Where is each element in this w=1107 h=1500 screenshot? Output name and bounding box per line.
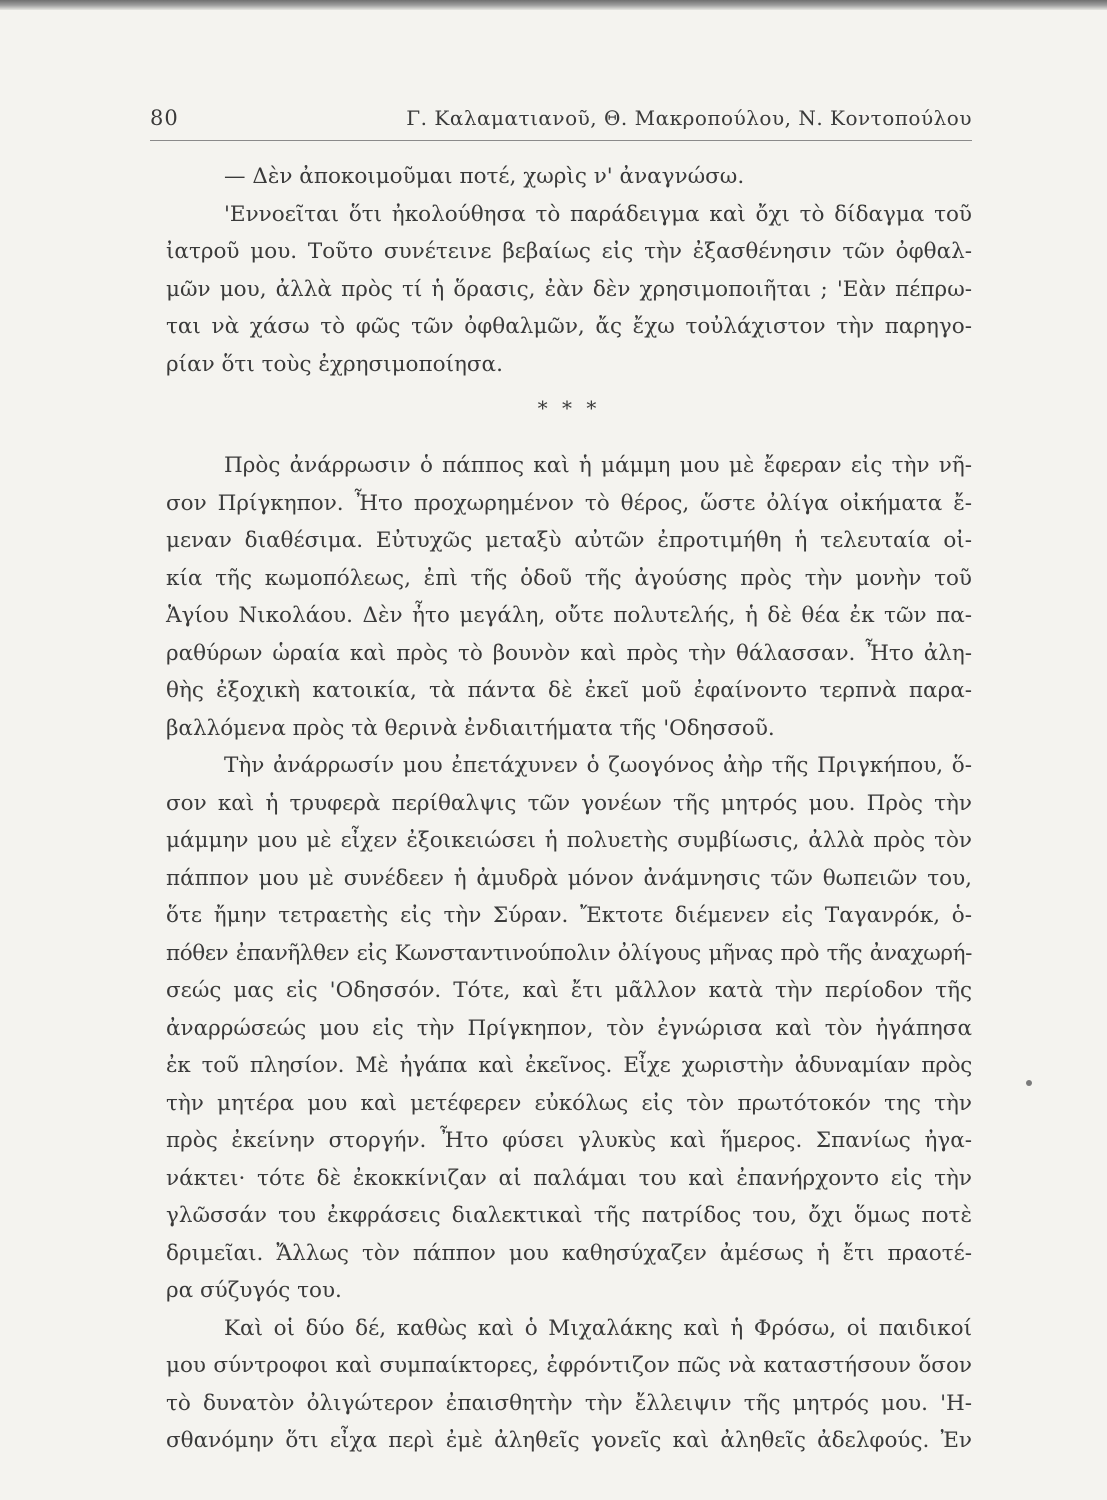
text-line: Τὴν ἀνάρρωσίν μου ἐπετάχυνεν ὁ ζωογόνος ἀὴρ τῆς Πριγκήπου, ὅ- bbox=[224, 753, 972, 778]
text-line: ται νὰ χάσω τὸ φῶς τῶν ὀφθαλμῶν, ἄς ἔχω τοὐλάχιστον τὴν παρηγο- bbox=[166, 314, 972, 339]
running-head: Γ. Καλαματιανοῦ, Θ. Μακροπούλου, Ν. Κοντοπούλου bbox=[406, 106, 972, 130]
text-line: βαλλόμενα πρὸς τὰ θερινὰ ἐνδιαιτήματα τῆς 'Οδησσοῦ. bbox=[166, 715, 775, 741]
text-line: 'Εννοεῖται ὅτι ἠκολούθησα τὸ παράδειγμα καὶ ὄχι τὸ δίδαγμα τοῦ bbox=[224, 201, 972, 227]
text-line: σεώς μας εἰς 'Οδησσόν. Τότε, καὶ ἔτι μᾶλλον κατὰ τὴν περίοδον τῆς bbox=[166, 978, 972, 1003]
paragraph bbox=[166, 1310, 972, 1460]
text-line: νάκτει· τότε δὲ ἐκοκκίνιζαν αἱ παλάμαι του καὶ ἐπανήρχοντο εἰς τὴν bbox=[166, 1165, 972, 1191]
text-line: Ἁγίου Νικολάου. Δὲν ἦτο μεγάλη, οὔτε πολυτελής, ἡ δὲ θέα ἐκ τῶν πα- bbox=[166, 603, 972, 628]
text-line: μάμμην μου μὲ εἶχεν ἐξοικειώσει ἡ πολυετὴς συμβίωσις, ἀλλὰ πρὸς τὸν bbox=[166, 828, 972, 853]
text-line: δριμεῖαι. Ἄλλως τὸν πάππον μου καθησύχαζεν ἀμέσως ἡ ἔτι πραοτέ- bbox=[166, 1240, 972, 1266]
scan-speck bbox=[1026, 1080, 1032, 1086]
text-line: μου σύντροφοι καὶ συμπαίκτορες, ἐφρόντιζον πῶς νὰ καταστήσουν ὅσον bbox=[166, 1353, 972, 1378]
text-line: ἐκ τοῦ πλησίον. Μὲ ἠγάπα καὶ ἐκεῖνος. Εἶχε χωριστὴν ἀδυναμίαν πρὸς bbox=[166, 1053, 972, 1078]
section-gap bbox=[166, 433, 972, 447]
page-number: 80 bbox=[150, 106, 179, 130]
text-line: ἀναρρώσεώς μου εἰς τὴν Πρίγκηπον, τὸν ἐγνώρισα καὶ τὸν ἠγάπησα bbox=[166, 1015, 972, 1041]
paragraph bbox=[166, 158, 972, 383]
text-line: Πρὸς ἀνάρρωσιν ὁ πάππος καὶ ἡ μάμμη μου μὲ ἔφεραν εἰς τὴν νῆ- bbox=[224, 453, 972, 478]
scan-top-edge bbox=[0, 0, 1107, 10]
text-line: πάππον μου μὲ συνέδεεν ἡ ἀμυδρὰ μόνον ἀνάμνησις τῶν θωπειῶν του, bbox=[166, 865, 972, 891]
text-line: ραθύρων ὡραία καὶ πρὸς τὸ βουνὸν καὶ πρὸς τὴν θάλασσαν. Ἦτο ἀλη- bbox=[166, 640, 972, 666]
text-line: τὴν μητέρα μου καὶ μετέφερεν εὐκόλως εἰς τὸν πρωτότοκόν της τὴν bbox=[166, 1090, 972, 1116]
text-line: σον Πρίγκηπον. Ἦτο προχωρημένον τὸ θέρος, ὥστε ὀλίγα οἰκήματα ἔ- bbox=[166, 490, 972, 516]
text-line: Καὶ οἱ δύο δέ, καθὼς καὶ ὁ Μιχαλάκης καὶ ἡ Φρόσω, οἱ παιδικοί bbox=[224, 1315, 972, 1341]
text-line: σον καὶ ἡ τρυφερὰ περίθαλψις τῶν γονέων τῆς μητρός μου. Πρὸς τὴν bbox=[166, 790, 972, 816]
page-header bbox=[150, 106, 972, 141]
text-line: πόθεν ἐπανῆλθεν εἰς Κωνσταντινούπολιν ὀλίγους μῆνας πρὸ τῆς ἀναχωρή- bbox=[166, 940, 972, 966]
text-line: μεναν διαθέσιμα. Εὐτυχῶς μεταξὺ αὐτῶν ἐπροτιμήθη ἡ τελευταία οἰ- bbox=[166, 528, 972, 553]
section-asterism: * * * bbox=[537, 396, 601, 420]
text-line: κία τῆς κωμοπόλεως, ἐπὶ τῆς ὁδοῦ τῆς ἀγούσης πρὸς τὴν μονὴν τοῦ bbox=[166, 565, 972, 591]
paragraph bbox=[166, 747, 972, 1310]
text-line: τὸ δυνατὸν ὀλιγώτερον ἐπαισθητὴν τὴν ἔλλειψιν τῆς μητρός μου. 'Η- bbox=[166, 1390, 972, 1416]
text-line: ἰατροῦ μου. Τοῦτο συνέτεινε βεβαίως εἰς τὴν ἐξασθένησιν τῶν ὀφθαλ- bbox=[166, 239, 972, 264]
text-line: — Δὲν ἀποκοιμοῦμαι ποτέ, χωρὶς ν' ἀναγνώσω. bbox=[224, 164, 745, 189]
text-line: μῶν μου, ἀλλὰ πρὸς τί ἡ ὅρασις, ἐὰν δὲν χρησιμοποιῆται ; 'Εὰν πέπρω- bbox=[166, 276, 972, 302]
text-line: ὅτε ἤμην τετραετὴς εἰς τὴν Σύραν. Ἔκτοτε διέμενεν εἰς Ταγανρόκ, ὁ- bbox=[166, 903, 972, 928]
paragraph bbox=[166, 447, 972, 747]
text-line: γλῶσσάν του ἐκφράσεις διαλεκτικαὶ τῆς πατρίδος του, ὄχι ὅμως ποτὲ bbox=[166, 1203, 972, 1228]
text-line: σθανόμην ὅτι εἶχα περὶ ἐμὲ ἀληθεῖς γονεῖς καὶ ἀληθεῖς ἀδελφούς. Ἐν bbox=[166, 1428, 972, 1453]
text-line: θὴς ἐξοχικὴ κατοικία, τὰ πάντα δὲ ἐκεῖ μοῦ ἐφαίνοντο τερπνὰ παρα- bbox=[166, 678, 972, 703]
page-body bbox=[166, 158, 972, 1460]
text-line: ρίαν ὅτι τοὺς ἐχρησιμοποίησα. bbox=[166, 351, 503, 377]
text-line: ρα σύζυγός του. bbox=[166, 1278, 342, 1303]
text-line: πρὸς ἐκείνην στοργήν. Ἦτο φύσει γλυκὺς καὶ ἥμερος. Σπανίως ἠγα- bbox=[166, 1128, 972, 1153]
